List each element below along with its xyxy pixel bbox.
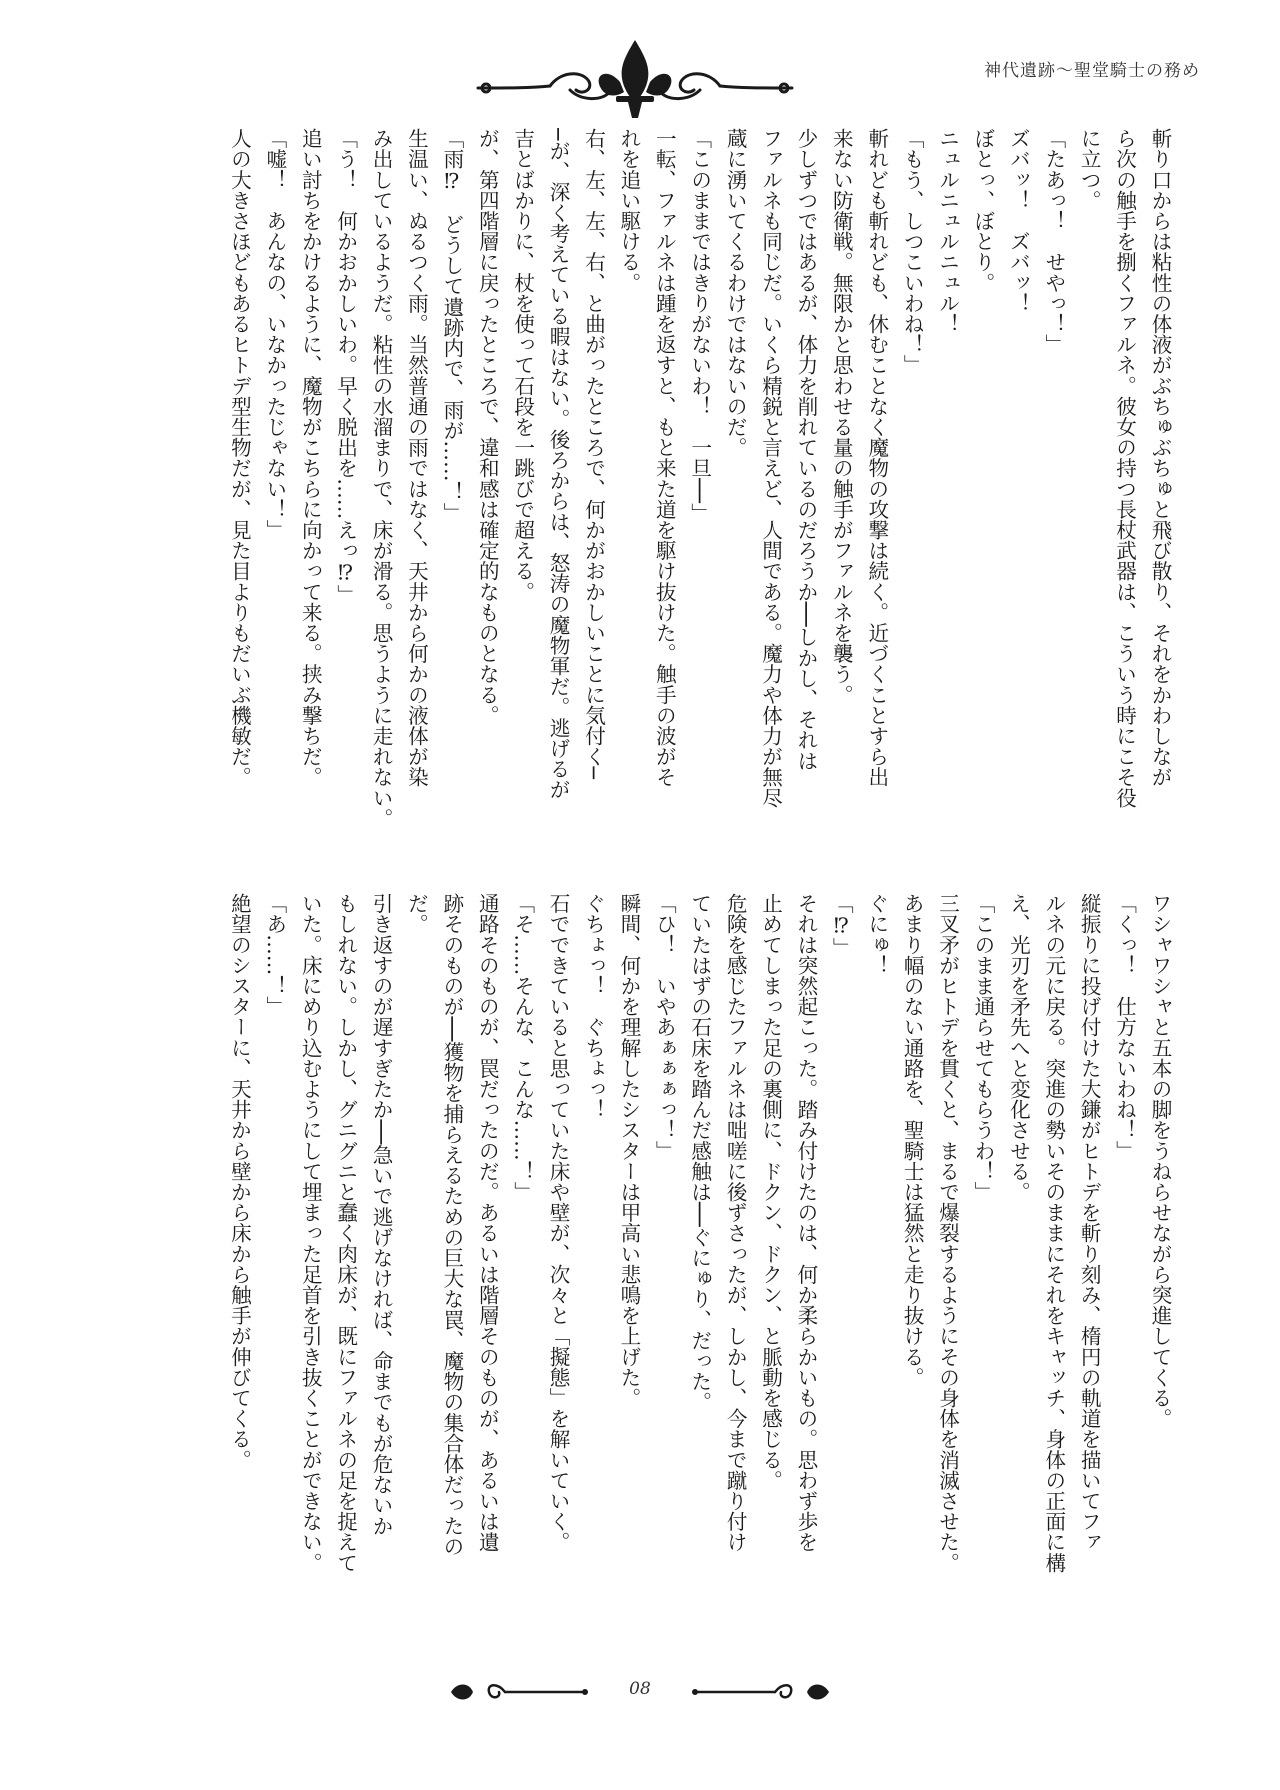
text-line: 少しずつではあるが、体力を削れているのだろうか──しかし、それは (793, 128, 818, 771)
text-line: あまり幅のない通路を、聖騎士は猛然と走り抜ける。 (900, 893, 925, 1388)
text-line: 「ひ！ いやあぁぁぁっ！」 (652, 893, 677, 1161)
text-line: 「くっ！ 仕方ないわね！」 (1112, 893, 1137, 1161)
text-line: ワシャワシャと五本の脚をうねらせながら突進してくる。 (1148, 893, 1172, 1429)
text-line: み出しているようだ。粘性の水溜まりで、床が滑る。思うように走れない。 (369, 128, 394, 829)
text-line: 「このまま通らせてもらうわ！」 (970, 893, 995, 1202)
text-line: 「そ……そんな、こんな……！」 (510, 893, 535, 1202)
text-line: ファルネも同じだ。いくら精鋭と言えど、人間である。魔力や体力が無尽 (758, 128, 783, 808)
text-line: ニュルニュルニュル！ (935, 128, 960, 334)
text-line: 「⁉」 (829, 893, 854, 959)
text-line: それは突然起こった。踏み付けたのは、何か柔らかいもの。思わず歩を (793, 893, 818, 1553)
text-line: 「雨⁉ どうして遺跡内で、雨が……！」 (439, 128, 464, 523)
fleur-de-lis-header-ornament-icon (470, 36, 800, 122)
text-line: 通路そのものが、罠だったのだ。あるいは階層そのものが、あるいは遺 (475, 893, 500, 1553)
text-line: に立つ。 (1077, 128, 1102, 211)
text-line: 跡そのものが──獲物を捕らえるための巨大な罠、魔物の集合体だったの (439, 893, 464, 1557)
text-line: 「たあっ！ せやっ！」 (1041, 128, 1066, 355)
running-header-title: 神代遺跡〜聖堂騎士の務め (984, 61, 1200, 81)
text-line: 瞬間、何かを理解したシスターは甲高い悲鳴を上げた。 (616, 893, 641, 1408)
text-line: 危険を感じたファルネは咄嗟に後ずさったが、しかし、今まで蹴り付け (723, 893, 748, 1553)
text-line: ぐにゅ！ (864, 893, 889, 976)
text-line: 吉とばかりに、杖を使って石段を一跳びで超える。 (510, 128, 535, 602)
text-line: いた。床にめり込むようにして埋まった足首を引き抜くことができない。 (298, 893, 323, 1573)
lower-text-block (137, 893, 1177, 1653)
page-number: 08 (629, 1679, 651, 1699)
text-line: 止めてしまった足の裏側に、ドクン、ドクン、と脈動を感じる。 (758, 893, 783, 1491)
text-line: だ。 (404, 893, 429, 935)
text-line: 縦振りに投げ付けた大鎌がヒトデを斬り刻み、楕円の軌道を描いてファ (1077, 893, 1102, 1553)
upper-text-block (137, 128, 1177, 850)
text-line: 生温い、ぬるつく雨。当然普通の雨ではなく、天井から何かの液体が染 (404, 128, 429, 788)
text-line: 右、左、左、右、と曲がったところで、何かがおかしいことに気付く─ (581, 128, 606, 779)
text-line: が、第四階層に戻ったところで、違和感は確定的なものとなる。 (475, 128, 500, 726)
text-line: 絶望のシスターに、天井から壁から床から触手が伸びてくる。 (227, 893, 252, 1470)
text-line: 「もう、しつこいわね！」 (900, 128, 925, 376)
text-line: 「あ……！」 (262, 893, 287, 1017)
text-line: ていたはずの石床を踏んだ感触は──ぐにゅり、だった。 (687, 893, 712, 1413)
text-line: 追い討ちをかけるように、魔物がこちらに向かって来る。挟み撃ちだ。 (298, 128, 323, 788)
text-line: もしれない。しかし、グニグニと蠢く肉床が、既にファルネの足を捉えて (333, 893, 358, 1573)
text-line: ─が、深く考えている暇はない。後ろからは、怒涛の魔物軍だ。逃げるが (546, 128, 571, 800)
text-line: 引き返すのが遅すぎたか──急いで逃げなければ、命までもが危ないか (369, 893, 394, 1536)
text-line: ら次の触手を捌くファルネ。彼女の持つ長杖武器は、こういう時にこそ役 (1112, 128, 1137, 808)
text-line: 来ない防衛戦。無限かと思わせる量の触手がファルネを襲う。 (829, 128, 854, 705)
text-line: れを追い駆ける。 (616, 128, 641, 293)
text-line: 斬り口からは粘性の体液がぶちゅぶちゅと飛び散り、それをかわしなが (1148, 128, 1172, 788)
text-line: 「嘘！ あんなの、いなかったじゃない！」 (262, 128, 287, 540)
text-line: 斬れども斬れども、休むことなく魔物の攻撃は続く。近づくことすら出 (864, 128, 889, 788)
text-line: 一転、ファルネは踵を返すと、もと来た道を駆け抜けた。触手の波がそ (652, 128, 677, 788)
text-line: 石でできていると思っていた床や壁が、次々と「擬態」を解いていく。 (546, 893, 571, 1553)
text-line: 三叉矛がヒトデを貫くと、まるで爆裂するようにその身体を消滅させた。 (935, 893, 960, 1573)
text-line: ルネの元に戻る。突進の勢いそのままにそれをキャッチ、身体の正面に構 (1041, 893, 1066, 1573)
text-line: ズバッ！ ズバッ！ (1006, 128, 1031, 314)
text-line: ぼとっ、ぼとり。 (970, 128, 995, 293)
text-line: 「う！ 何かおかしいわ。早く脱出を……えっ⁉」 (333, 128, 358, 606)
text-line: 蔵に湧いてくるわけではないのだ。 (723, 128, 748, 458)
text-line: ぐちょっ！ ぐちょっ！ (581, 893, 606, 1120)
text-line: 人の大きさほどもあるヒトデ型生物だが、見た目よりもだいぶ機敏だ。 (227, 128, 252, 788)
text-line: 「このままではきりがないわ！ 一旦──」 (687, 128, 712, 524)
text-line: え、光刃を矛先へと変化させる。 (1006, 893, 1031, 1202)
